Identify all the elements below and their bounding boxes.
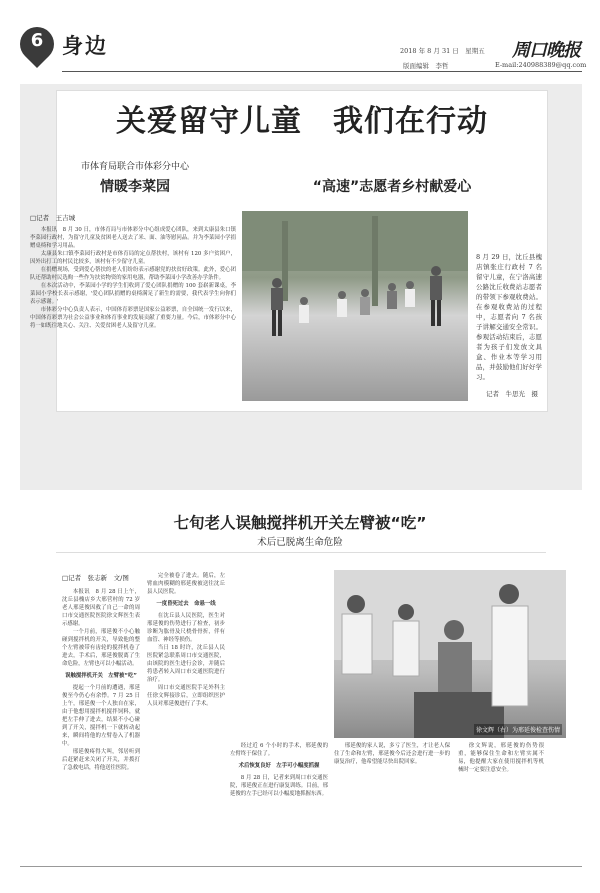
photo-caption: 徐文辉（右）为邢延俊检查伤情 bbox=[474, 724, 562, 735]
story3-rule bbox=[56, 552, 546, 553]
editor-line: 版面编辑 李哲 bbox=[403, 62, 449, 70]
banner-headline: 关爱留守儿童 我们在行动 bbox=[116, 104, 488, 139]
story1-paragraph: 在本次活动中，李菜园小学的学生们收到了爱心团队捐赠的 100 套崭新课桌，李菜园小学校长表示感谢，'爱心团队捐赠的桌椅满足了新生的需要，我代表学生向你们表示感谢。' bbox=[30, 283, 236, 305]
story3-paragraph: 8 月 28 日，记者来到周口市交通医院，邢延俊正在进行康复训练。目前，邢延俊的左手已经可以小幅度地抓握东西。 bbox=[230, 775, 328, 797]
story3-byline: □记者 张志新 文/图 bbox=[62, 574, 129, 582]
story3-paragraph: 邢延俊的家人说，多亏了医生，才让老人保住了生命和左臂，邢延俊今后还会进行进一步的康复治疗，他希望能尽快出院回家。 bbox=[334, 743, 450, 765]
story3-paragraph: 周口市交通医院手足外科主任徐文辉接诊后，立即组织医护人员对邢延俊进行了手术。 bbox=[147, 685, 225, 707]
date-line: 2018 年 8 月 31 日 星期五 bbox=[400, 47, 485, 55]
story1-title: 情暖李菜园 bbox=[100, 179, 170, 195]
story2-caption-text: 8 月 29 日，沈丘县槐店镇张庄行政村 7 名留守儿童，在宁洛高速公路沈丘收费站志愿者的带领下参观收费站。在参观收费站的过程中，志愿者向 7 名孩子讲解交通安全常识。参观活动结束后，志愿者为孩子们发放文具盒、作业本等学习用品，并鼓励他们好好学习。 bbox=[476, 253, 542, 381]
section-name: 身边 bbox=[62, 33, 108, 58]
doctor-patient-photo bbox=[334, 570, 566, 738]
volunteers-children-photo bbox=[242, 211, 468, 401]
story3-title: 七旬老人误触搅拌机开关左臂被“吃” bbox=[173, 514, 427, 532]
story3-paragraph: 邢延俊疼得大叫，邻居听到后赶紧赶来关闭了开关，并拨打了急救电话，将他送往医院。 bbox=[62, 749, 140, 771]
story3-paragraph: 本报讯 8 月 28 日上午，沈丘县槐店乡大邢营村的 72 岁老人邢延俊因救了自己一命的周口市交通医院医院徐文辉医生表示感谢。 bbox=[62, 589, 140, 627]
masthead-rule bbox=[62, 71, 582, 72]
footer-rule bbox=[20, 866, 582, 867]
photo-figures-icon bbox=[242, 211, 468, 401]
page-number: 6 bbox=[30, 30, 44, 51]
story2-title: “高速”志愿者乡村献爱心 bbox=[312, 179, 472, 195]
story3-paragraph: 经过近 6 个小时的手术，邢延俊的左臂终于保住了。 bbox=[230, 743, 328, 757]
story3-column-2 bbox=[147, 572, 225, 858]
story3-paragraph: 在沈丘县人民医院，医生对邢延俊的伤势进行了检查，初步诊断为肱骨及尺桡骨骨折，伴有血管、神经等损伤。 bbox=[147, 613, 225, 643]
story3-paragraph: 一个月前，邢延俊不小心触碰到搅拌机的开关，导致他的整个左臂被带有齿轮的搅拌机卷了进去，手术后，邢延俊脱离了生命危险，左臂也可以小幅活动。 bbox=[62, 629, 140, 667]
story3-column-5 bbox=[458, 742, 544, 858]
story1-paragraph: 本报讯 8 月 30 日，市体育局与市体彩分中心组成爱心团队，来到太康县朱口镇李菜园行政村，为留守儿童及贫困老人送去了米、面、油等慰问品。并为李菜园小学捐赠桌椅和学习用品。 bbox=[30, 227, 236, 249]
story3-subhead: 一度昏死过去 命悬一线 bbox=[156, 601, 216, 607]
story3-paragraph: 完全被卷了进去。随后，左臂血肉模糊的邢延俊被送往沈丘县人民医院。 bbox=[147, 573, 225, 595]
story3-paragraph: 当日 18 时许，沈丘县人民医院紧急联系周口市交通医院，由该院的医生进行会诊，并随后将患者转入周口市交通医院进行治疗。 bbox=[147, 645, 225, 683]
story3-column-4 bbox=[334, 742, 450, 858]
story1-paragraph: 市体彩分中心负责人表示，中国体育彩票是国家公益彩票，自全国统一发行以来，中国体育彩票为社会公益事业和体育事业的发展贡献了重要力量。今后，市体彩分中心将一如既往地关心、关注、关爱贫困老人及留守儿童。 bbox=[30, 307, 236, 329]
story3-column-3 bbox=[230, 742, 328, 858]
story2-caption bbox=[476, 252, 542, 382]
story3-subhead: 误触搅拌机开关 左臂被“吃” bbox=[65, 673, 137, 679]
story1-body bbox=[30, 226, 236, 408]
story3-paragraph: 徐文辉说，邢延俊的伤势很重，能够保住生命和左臂实属不易，他提醒大家在使用搅拌机等机械时一定要注意安全。 bbox=[458, 743, 544, 773]
email-line: E-mail:240988389@qq.com bbox=[495, 61, 587, 69]
paper-logo: 周口晚报 bbox=[512, 40, 580, 61]
story3-subtitle: 术后已脱离生命危险 bbox=[257, 537, 343, 548]
story1-byline: □记者 王吉城 bbox=[30, 214, 76, 222]
story1-paragraph: 在捐赠现场，受到爱心帮扶的老人们纷纷表示感谢党的扶贫好政策。此外，爱心团队还帮助村民选购一些作为扶贫物资的家用电器，帮助李菜园小学改善办学条件。 bbox=[30, 267, 236, 281]
photo-figures-icon bbox=[334, 570, 566, 738]
story2-credit: 记者 牛思光 摄 bbox=[486, 390, 538, 398]
story3-column-1 bbox=[62, 588, 140, 858]
story3-paragraph: 提起一个月前的遭遇，邢延俊至今仍心有余悸。7 月 25 日上午，邢延俊一个人独自在家，由于他想用搅拌机搅拌饲料，就把左手伸了进去，结果不小心碰到了开关，搅拌机一下就转动起来，瞬间将他的左臂卷入了机器中。 bbox=[62, 685, 140, 747]
story3-subhead: 术后恢复良好 左手可小幅度抓握 bbox=[238, 763, 320, 769]
story1-paragraph: 太康县朱口镇李菜园行政村是市体育局的定点帮扶村，该村有 120 多户贫困户，因外出打工的村民比较多，该村有不少留守儿童。 bbox=[30, 251, 236, 265]
story1-kicker: 市体育局联合市体彩分中心 bbox=[80, 162, 189, 172]
